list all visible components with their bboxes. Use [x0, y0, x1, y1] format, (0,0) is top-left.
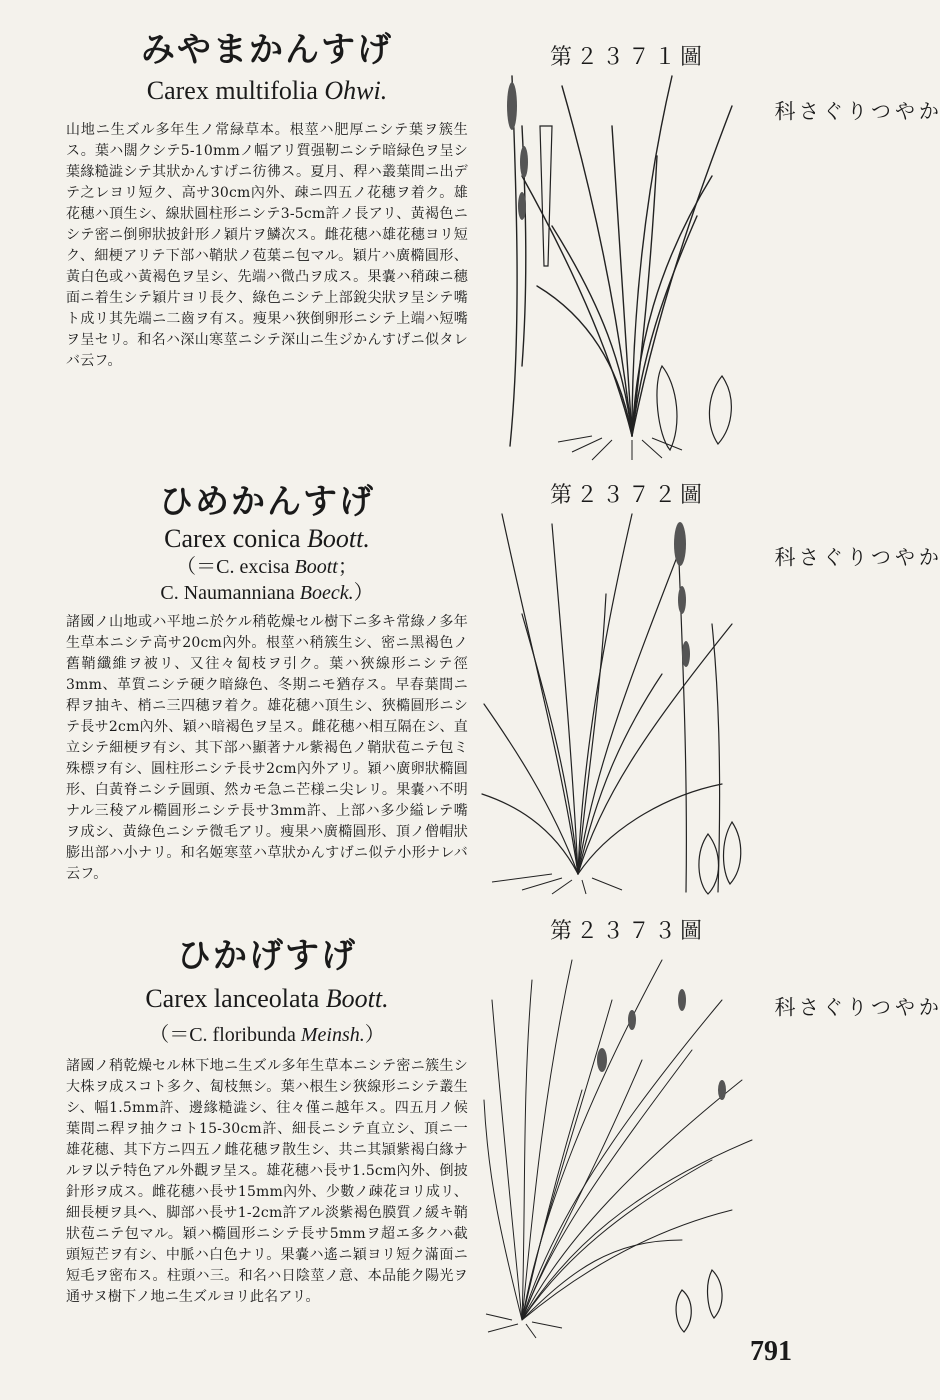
sedge-illustration-2: [482, 504, 762, 896]
species-latin-name: [66, 76, 468, 106]
latin-binomial: Carex lanceolata: [145, 984, 320, 1013]
latin-binomial: Carex multifolia: [146, 76, 318, 105]
entry-text: [66, 482, 468, 885]
species-latin-name: [66, 984, 468, 1014]
species-description: 山地ニ生ズル多年生ノ常緑草本。根莖ハ肥厚ニシテ葉ヲ簇生ス。葉ハ闊クシテ5-10mmノ幅アリ質强靭ニシテ暗緑色ヲ呈シ葉緣糙澁シテ其狀かんすげニ彷彿ス。夏月、稈ハ叢葉間ニ出デテ之レヨリ短ク、高サ30cm內外、疎ニ四五ノ花穗ヲ着ク。雄花穗ハ頂生シ、線狀圓柱形ニシテ3-5cm許ノ長アリ、黃褐色ニシテ密ニ倒卵狀披針形ノ穎片ヲ鱗次ス。雌花穗ハ雄花穗ヨリ短ク、細梗アリテ下部ハ鞘狀ノ苞葉ニ包マル。穎片ハ廣橢圓形、黃白色或ハ黃褐色ヲ呈シ、先端ハ微凸ヲ成ス。果嚢ハ稍疎ニ穗面ニ着生シテ穎片ヨリ長ク、綠色ニシテ上部銳尖狀ヲ呈シテ嘴ト成リ其先端ニ二齒ヲ有ス。痩果ハ狹倒卵形ニシテ上端ハ短嘴ヲ呈セリ。和名ハ深山寒莖ニシテ深山ニ生ジかんすげニ似タレバ云フ。: [66, 122, 468, 369]
synonym-punct: ；: [337, 556, 358, 578]
synonym-line: [66, 1022, 468, 1048]
figure-number: 第２３７３圖: [550, 919, 707, 944]
synonym-line: [66, 554, 468, 580]
figure-number: 第２３７２圖: [550, 483, 707, 508]
species-latin-name: [66, 524, 468, 554]
latin-binomial: Carex conica: [164, 524, 301, 553]
species-description: 諸國ノ稍乾燥セル林下地ニ生ズル多年生草本ニシテ密ニ簇生シ大株ヲ成スコト多ク、匐枝無シ。葉ハ根生シ狹線形ニシテ叢生シ、幅1.5mm許、邊緣糙澁シ、往々僅ニ越年ス。四五月ノ候葉間ニ稈ヲ抽クコト15-30cm許、細長ニシテ直立シ、頂ニ一雄花穗、其下方ニ四五ノ雌花穗ヲ散生シ、共ニ其頴紫褐白緣ナルヲ以テ特色アル外觀ヲ呈ス。雄花穗ハ長サ1.5cm內外、倒披針形ヲ成ス。雌花穗ハ長サ15mm內外、少數ノ疎花ヨリ成リ、細長梗ヲ具ヘ、脚部ハ長サ1-2cm許アル淡紫褐色膜質ノ緩キ鞘狀苞ニテ包マル。穎ハ橢圓形ニシテ長サ5mmヲ超エ多クハ截頭短芒ヲ有シ、中脈ハ白色ナリ。果嚢ハ遙ニ穎ヨリ短ク滿面ニ短毛ヲ密布ス。柱頭ハ三。和名ハ日陰莖ノ意、本品能ク陽光ヲ通サヌ樹下ノ地ニ生ズルヨリ此名アリ。: [66, 1058, 468, 1305]
synonym-punct: ）: [364, 1024, 385, 1046]
sedge-illustration-1: [482, 66, 762, 462]
synonym-name: （＝C. floribunda: [149, 1024, 301, 1046]
synonym-author: Meinsh.: [300, 1024, 365, 1046]
synonym-author: Boeck.: [299, 582, 354, 604]
synonym-author: Boott: [294, 556, 338, 578]
synonym-line: [66, 580, 468, 606]
species-japanese-name: ひかげすげ: [177, 936, 357, 976]
species-japanese-name: みやまかんすげ: [141, 30, 393, 70]
synonym-name: C. Naumanniana: [160, 582, 300, 604]
latin-author: Boott.: [307, 524, 370, 553]
family-label: かやつりぐさ科: [772, 996, 940, 1018]
latin-author: Ohwi.: [324, 76, 388, 105]
synonym-punct: ）: [353, 582, 374, 604]
entry-text: [66, 30, 468, 372]
family-label: かやつりぐさ科: [772, 100, 940, 122]
species-japanese-name: ひめかんすげ: [159, 482, 375, 522]
entry-text: [66, 936, 468, 1308]
figure-number: 第２３７１圖: [550, 45, 707, 70]
species-description: 諸國ノ山地或ハ平地ニ於ケル稍乾燥セル樹下ニ多キ常綠ノ多年生草本ニシテ高サ20cm內外。根莖ハ稍簇生シ、密ニ黑褐色ノ舊鞘纖維ヲ被リ、又往々匐枝ヲ引ク。葉ハ狹線形ニシテ徑3mm、革質ニシテ硬ク暗綠色、冬期ニモ猶存ス。早春葉間ニ稈ヲ抽キ、梢ニ三四穗ヲ着ク。雄花穗ハ頂生シ、狹橢圓形ニシテ長サ2cm內外、穎ハ暗褐色ヲ呈ス。雌花穗ハ相互隔在シ、直立シテ細梗ヲ有シ、其下部ハ顯著ナル紫褐色ノ鞘狀苞ニテ包ミ殊標ヲ有シ、圓柱形ニシテ長サ2cm內外アリ。穎ハ廣卵狀橢圓形、白黃脊ニシテ圓頭、然カモ急ニ芒様ニ尖レリ。果嚢ハ不明ナル三稜アル橢圓形ニシテ長サ3mm許、上部ハ多少縊レテ嘴ヲ成シ、黃綠色ニシテ微毛アリ。痩果ハ廣橢圓形、頂ノ僧帽狀膨出部ハ小ナリ。和名姬寒莖ハ草狀かんすげニ似テ小形ナレバ云フ。: [66, 614, 468, 882]
sedge-illustration-3: [482, 940, 762, 1340]
latin-author: Boott.: [325, 984, 389, 1013]
synonym-name: （＝C. excisa: [176, 556, 295, 578]
page-number: 791: [750, 1336, 792, 1367]
family-label: かやつりぐさ科: [772, 546, 940, 568]
